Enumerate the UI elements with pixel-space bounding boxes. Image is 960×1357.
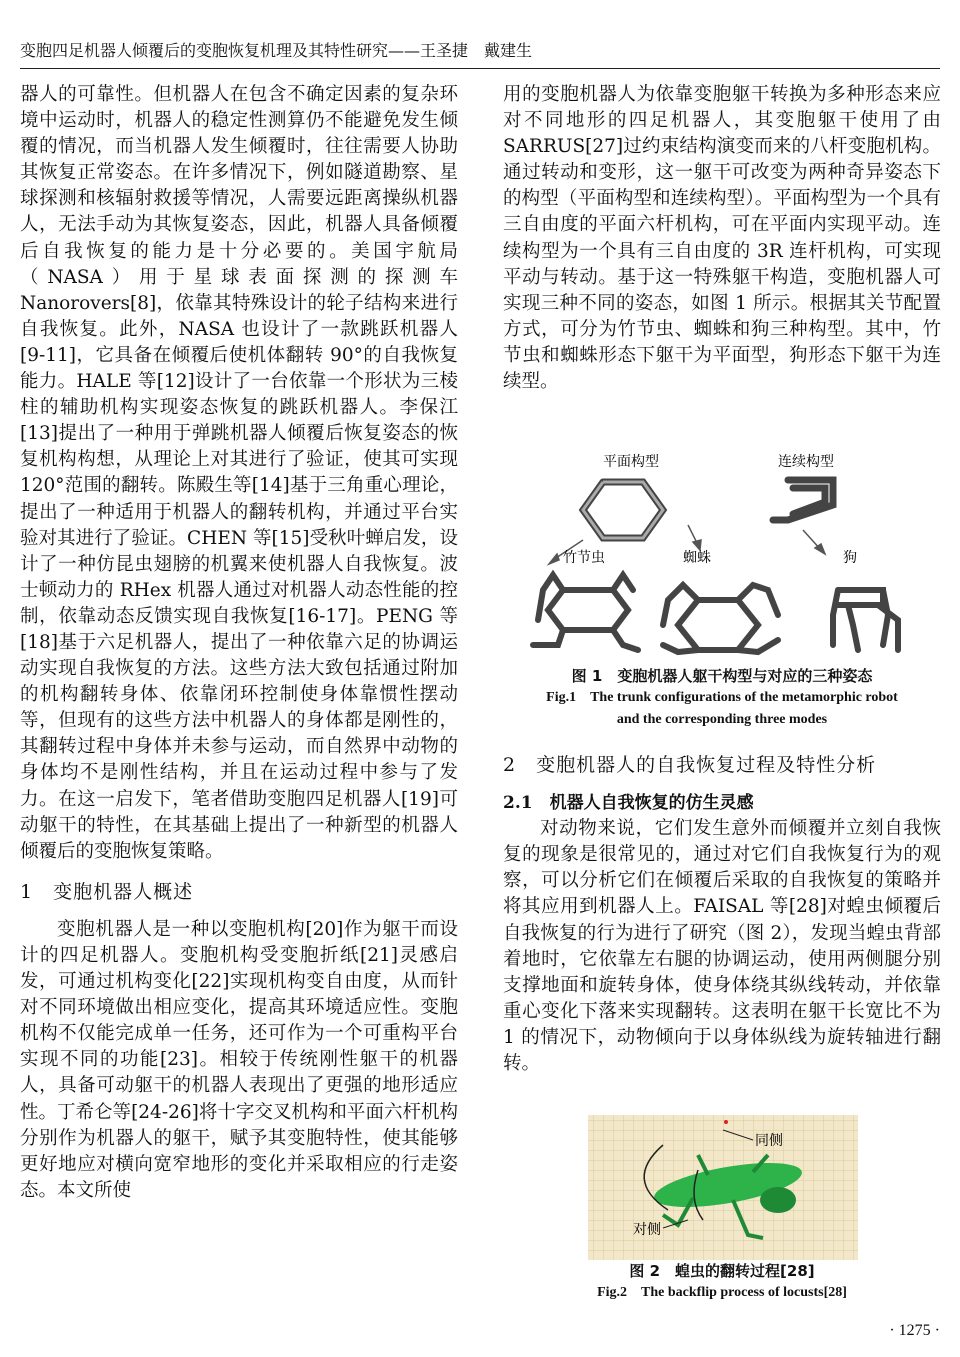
label-opposite-side: 对侧 [633,1222,661,1238]
figure-1 [503,440,941,731]
page-number: · 1275 · [889,1322,940,1339]
body-paragraph: 对动物来说，它们发生意外而倾覆并立刻自我恢复的现象是很常见的，通过对它们自我恢复行为的观察，可以分析它们在倾覆后采取的自我恢复的策略并将其应用到机器人上。FAISAL 等[28]对蝗虫倾覆后自我恢复的行为进行了研究（图 2），发现当蝗虫背部着地时，它依靠左右腿的协调运动，使用两侧腿分别支撑地面和旋转身体，使身体绕其纵线转动，并依靠重心变化下落来实现翻转。这表明在躯干长宽比不为 1 的情况下，动物倾向于以身体纵线为旋转轴进行翻转。 [503,818,941,1075]
figure-1-caption-en-line1: Fig.1 The trunk configurations of the metamorphic robot [546,690,898,705]
figure-1-illustration [503,440,941,665]
label-spider: 蜘蛛 [683,550,711,566]
label-dog: 狗 [843,550,857,566]
continuous-configuration-drawing [773,480,833,520]
figure-1-caption-en-line2: and the corresponding three modes [616,712,828,727]
section-2-title: 2 变胞机器人的自我恢复过程及特性分析 [503,754,877,776]
figure-1-caption-zh: 图 1 变胞机器人躯干构型与对应的三种姿态 [571,667,873,685]
body-paragraph: 用的变胞机器人为依靠变胞躯干转换为多种形态来应对不同地形的四足机器人，其变胞躯干使用了由 SARRUS[27]过约束结构演变而来的八杆变胞机构。通过转动和变形，这一躯干可改变为两种奇异姿态下的构型（平面构型和连续构型）。平面构型为一个具有三自由度的平面六杆机构，可在平面内实现平动。连续构型为一个具有三自由度的 3R 连杆机构，可实现平动与转动。基于这一特殊躯干构造，变胞机器人可实现三种不同的姿态，如图 1 所示。根据其关节配置方式，可分为竹节虫、蜘蛛和狗三种构型。其中，竹节虫和蜘蛛形态下躯干为平面型，狗形态下躯干为连续型。 [503,84,941,393]
right-column-lower [503,752,941,1077]
figure-2-illustration [503,1110,941,1260]
body-paragraph: 器人的可靠性。但机器人在包含不确定因素的复杂环境中运动时，机器人的稳定性测算仍不能避免发生倾覆的情况，而当机器人发生倾覆时，往往需要人协助其恢复正常姿态。在许多情况下，例如隧道勘察、星球探测和核辐射救援等情况，人需要远距离操纵机器人，无法手动为其恢复姿态，因此，机器人具备倾覆后自我恢复的能力是十分必要的。美国宇航局（NASA）用于星球表面探测的探测车 Nanorovers[8]，依靠其特殊设计的轮子结构来进行自我恢复。此外，NASA 也设计了一款跳跃机器人[9-11]，它具备在倾覆后使机体翻转 90°的自我恢复能力。HALE 等[12]设计了一台依靠一个形状为三棱柱的辅助机构实现姿态恢复的跳跃机器人。李保江[13]提出了一种用于弹跳机器人倾覆后恢复姿态的恢复机构构想，从理论上对其进行了验证，使其可实现 120°范围的翻转。陈殿生等[14]基于三角重心理论，提出了一种适用于机器人的翻转机构，并通过平台实验对其进行了验证。CHEN 等[15]受秋叶蝉启发，设计了一种仿昆虫翅膀的机翼来使机器人自我恢复。波士顿动力的 RHex 机器人通过对机器人动态性能的控制，依靠动态反馈实现自我恢复[16-17]。PENG 等[18]基于六足机器人，提出了一种依靠六足的协调运动实现自我恢复的方法。这些方法大致包括通过附加的机构翻转身体、依靠闭环控制使身体靠惯性摆动等，但现有的这些方法中机器人的身体都是刚性的，其翻转过程中身体并未参与运动，而自然界中动物的身体均不是刚性结构，并且在运动过程中参与了发力。在这一启发下，笔者借助变胞四足机器人[19]可动躯干的特性，在其基础上提出了一种新型的机器人倾覆后的变胞恢复策略。 [20,84,458,862]
stick-insect-mode-drawing [533,575,638,650]
running-header [20,40,940,69]
figure-2 [503,1110,941,1304]
section-1-title: 1 变胞机器人概述 [20,880,194,903]
figure-2-caption-en: Fig.2 The backflip process of locusts[28] [597,1285,847,1300]
dog-mode-drawing [833,590,898,650]
figure-2-caption-zh: 图 2 蝗虫的翻转过程[28] [629,1262,815,1280]
right-column [503,82,941,395]
left-column [20,82,458,1204]
body-paragraph: 变胞机器人是一种以变胞机构[20]作为躯干而设计的四足机器人。变胞机构受变胞折纸[21]灵感启发，可通过机构变化[22]实现机构变自由度，从而针对不同环境做出相应变化，提高其环境适应性。变胞机构不仅能完成单一任务，还可作为一个可重构平台实现不同的功能[23]。相较于传统刚性躯干的机器人，具备可动躯干的机器人表现出了更强的地形适应性。丁希仑等[24-26]将十字交叉机构和平面六杆机构分别作为机器人的躯干，赋予其变胞特性，使其能够更好地应对横向宽窄地形的变化并采取相应的行走姿态。本文所使 [20,918,458,1201]
section-2-1-title: 2.1 机器人自我恢复的仿生灵感 [503,793,754,814]
label-stick-insect: 竹节虫 [563,550,605,566]
spider-mode-drawing [663,585,778,652]
label-same-side: 同侧 [755,1133,783,1149]
label-continuous: 连续构型 [778,454,834,470]
planar-configuration-drawing [583,482,663,538]
label-planar: 平面构型 [603,454,659,470]
running-title: 变胞四足机器人倾覆后的变胞恢复机理及其特性研究——王圣捷 戴建生 [20,41,533,60]
